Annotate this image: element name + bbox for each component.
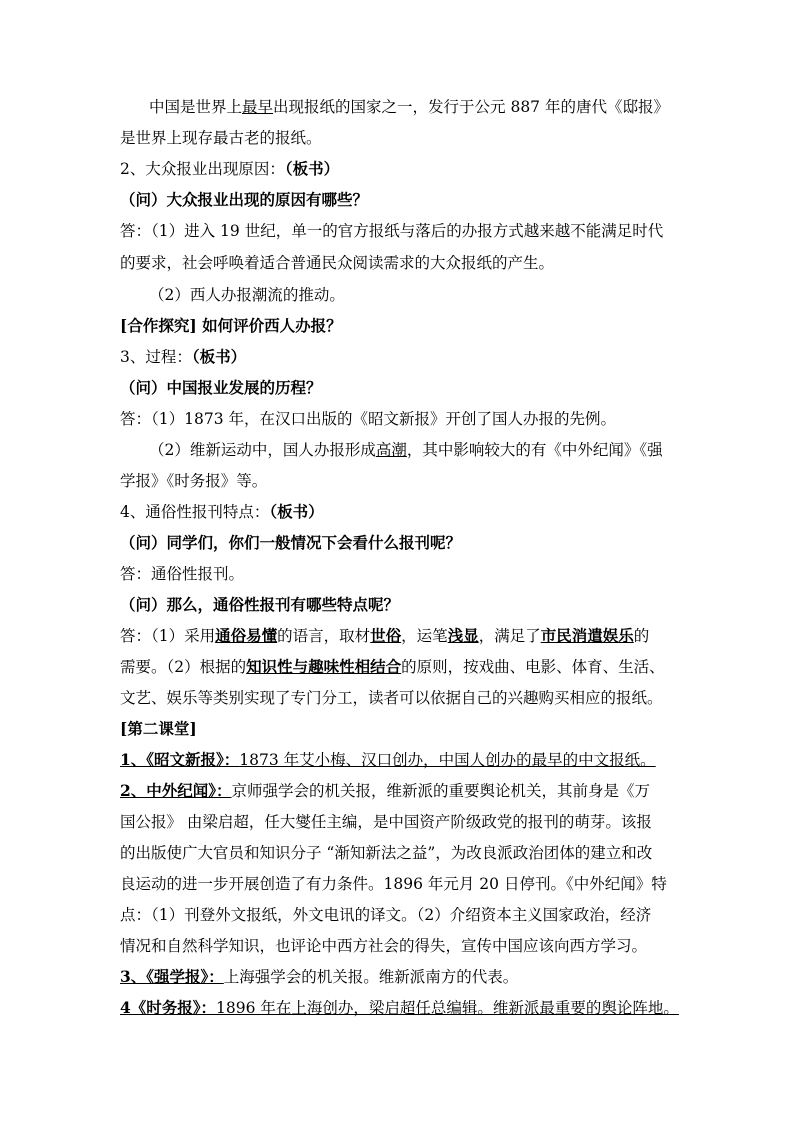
section-second-class: [第二课堂] (120, 719, 197, 738)
underlined-term: 最早 (242, 98, 274, 116)
answer-2-line-3: 学报》《时务报》等。 (120, 472, 268, 490)
answer-2-line-1: 答：（1）1873 年，在汉口出版的《昭文新报》开创了国人办报的先例。 (120, 410, 616, 428)
answer-1-line-3: （2）西人办报潮流的推动。 (149, 286, 345, 304)
question-1: （问）大众报业出现的原因有哪些？ (120, 190, 369, 209)
answer-4-line-1: 答：（1）采用通俗易懂的语言，取材世俗，运笔浅显，满足了市民消遣娱乐的 (120, 626, 650, 645)
question-2: （问）中国报业发展的历程？ (120, 378, 322, 397)
record-3: 3、《强学报》：上海强学会的机关报。维新派南方的代表。 (120, 967, 519, 986)
question-3: （问）同学们，你们一般情况下会看什么报刊呢？ (120, 533, 462, 552)
cooperative-inquiry: [合作探究] 如何评价西人办报？ (120, 316, 342, 335)
record-2-line-3: 的出版使广大官员和知识分子 “渐知新法之益”，为改良派政治团体的建立和改 (120, 844, 653, 862)
record-2-line-6: 情况和自然科学知识，也评论中西方社会的得失，宣传中国应该向西方学习。 (120, 937, 648, 955)
paragraph-intro: 中国是世界上最早出现报纸的国家之一，发行于公元 887 年的唐代《邸报》 (149, 98, 669, 116)
record-4: 4《时务报》：1896 年在上海创办，梁启超任总编辑。维新派最重要的舆论阵地。 (120, 998, 679, 1017)
paragraph-intro-cont: 是世界上现存最古老的报纸。 (120, 129, 322, 147)
answer-4-line-3: 文艺、娱乐等类别实现了专门分工，读者可以依据自己的兴趣购买相应的报纸。 (120, 689, 663, 707)
answer-4-line-2: 需要。（2）根据的知识性与趣味性相结合的原则，按戏曲、电影、体育、生活、 (120, 657, 665, 676)
question-4: （问）那么，通俗性报刊有哪些特点呢？ (120, 595, 400, 614)
answer-2-line-2: （2）维新运动中，国人办报形成高潮，其中影响较大的有《中外纪闻》《强 (149, 441, 663, 459)
answer-1-line-2: 的要求，社会呼唤着适合普通民众阅读需求的大众报纸的产生。 (120, 254, 555, 272)
heading-4: 4、通俗性报刊特点：（板书） (120, 502, 324, 521)
heading-2: 2、大众报业出现原因：（板书） (120, 159, 340, 178)
answer-3: 答：通俗性报刊。 (120, 565, 245, 583)
record-2-line-5: 点：（1）刊登外文报纸，外文电讯的译文。（2）介绍资本主义国家政治，经济 (120, 906, 652, 924)
record-2-line-2: 国公报》 由梁启超，任大燮任主编，是中国资产阶级政党的报刊的萌芽。该报 (120, 813, 652, 831)
record-2-line-4: 良运动的进一步开展创造了有力条件。1896 年元月 20 日停刊。《中外纪闻》特 (120, 875, 667, 893)
heading-3: 3、过程：（板书） (120, 347, 247, 366)
answer-1-line-1: 答：（1）进入 19 世纪，单一的官方报纸与落后的办报方式越来越不能满足时代 (120, 222, 664, 240)
record-1: 1、《昭文新报》：1873 年艾小梅、汉口创办，中国人创办的最早的中文报纸。 (120, 750, 656, 769)
record-2-line-1: 2、中外纪闻》：京师强学会的机关报，维新派的重要舆论机关，其前身是《万 (120, 781, 651, 800)
